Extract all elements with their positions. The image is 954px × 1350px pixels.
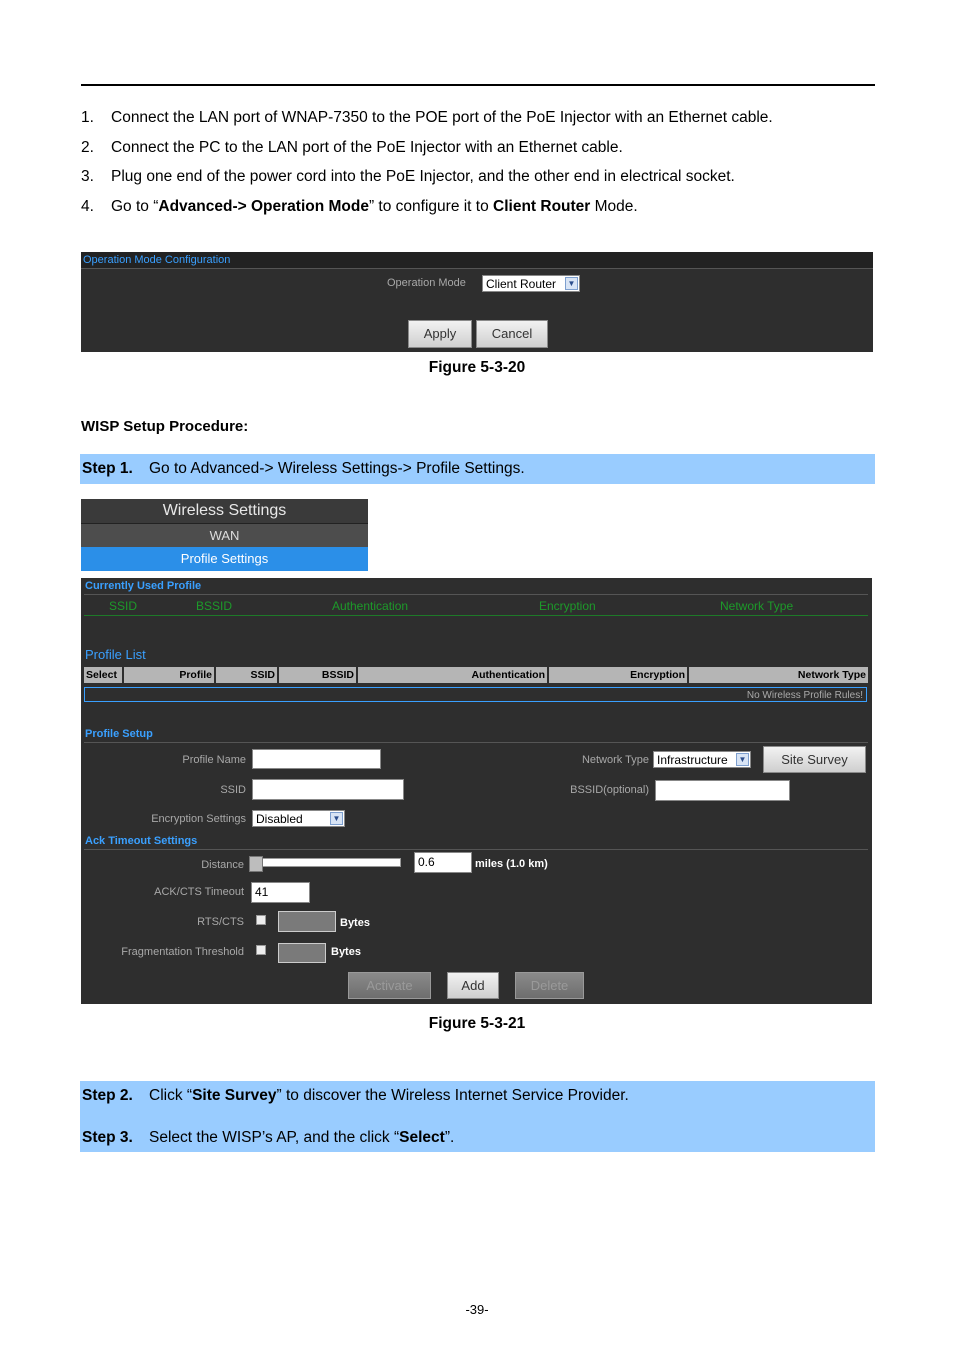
distance-slider-handle[interactable] (249, 856, 263, 872)
ssid-label: SSID (220, 784, 246, 796)
th-profile: Profile (124, 667, 216, 683)
profile-list-title: Profile List (85, 647, 146, 662)
profile-name-label: Profile Name (182, 754, 246, 766)
step-text: Select the WISP’s AP, and the click “Select”. (149, 1129, 455, 1146)
add-button[interactable]: Add (447, 972, 499, 999)
col-bssid: BSSID (196, 599, 233, 613)
list-item: 4. Go to “Advanced-> Operation Mode” to configure it to Client Router Mode. (81, 197, 638, 215)
col-authentication: Authentication (332, 599, 409, 613)
rts-cts-unit: Bytes (340, 917, 370, 929)
ack-cts-timeout-input[interactable]: 41 (251, 882, 310, 903)
panel-header (81, 252, 873, 269)
step-text: Click “Site Survey” to discover the Wireless Internet Service Provider. (149, 1087, 629, 1104)
divider (84, 594, 868, 595)
ack-cts-timeout-label: ACK/CTS Timeout (154, 886, 244, 898)
apply-button[interactable]: Apply (408, 320, 472, 348)
operation-mode-select[interactable]: Client Router ▼ (482, 275, 580, 292)
fragmentation-checkbox[interactable] (256, 945, 266, 955)
bssid-label: BSSID(optional) (570, 784, 649, 796)
ack-timeout-title: Ack Timeout Settings (85, 835, 198, 847)
list-item: 2. Connect the PC to the LAN port of the PoE Injector with an Ethernet cable. (81, 138, 623, 156)
operation-mode-panel (81, 252, 873, 352)
th-authentication: Authentication (358, 667, 549, 683)
rts-cts-checkbox[interactable] (256, 915, 266, 925)
step-bar (80, 454, 875, 484)
step-text: Go to Advanced-> Wireless Settings-> Profile Settings. (149, 460, 525, 477)
instruction-list (81, 107, 881, 225)
menu-title: Wireless Settings (81, 499, 368, 523)
rts-cts-label: RTS/CTS (197, 916, 244, 928)
col-network-type: Network Type (720, 599, 794, 613)
page-number: -39- (465, 1302, 489, 1317)
figure-caption: Figure 5-3-20 (428, 359, 526, 376)
menu-item-wan[interactable]: WAN (81, 523, 368, 547)
encryption-settings-label: Encryption Settings (151, 813, 246, 825)
profile-list-header (84, 667, 868, 683)
delete-button[interactable]: Delete (515, 972, 584, 999)
th-ssid: SSID (216, 667, 279, 683)
panel-title: Operation Mode Configuration (83, 254, 231, 266)
distance-slider[interactable] (249, 858, 401, 867)
profile-settings-panel (81, 578, 872, 1004)
list-item: 3. Plug one end of the power cord into the PoE Injector, and the other end in electrical socket. (81, 168, 735, 185)
activate-button[interactable]: Activate (348, 972, 431, 999)
distance-unit: miles (1.0 km) (475, 858, 548, 870)
bssid-input[interactable] (655, 780, 790, 801)
step-label: Step 1. (82, 460, 133, 477)
rts-cts-input[interactable] (278, 911, 336, 932)
col-ssid: SSID (109, 599, 138, 613)
site-survey-button[interactable]: Site Survey (763, 746, 866, 773)
th-select: Select (84, 667, 124, 683)
encryption-settings-select[interactable]: Disabled ▼ (252, 810, 345, 827)
menu-item-profile-settings[interactable]: Profile Settings (81, 547, 368, 571)
divider (84, 742, 868, 743)
distance-input[interactable]: 0.6 (414, 852, 472, 873)
list-item: 1. Connect the LAN port of WNAP-7350 to the POE port of the PoE Injector with an Ethernet cable. (81, 109, 773, 126)
distance-label: Distance (201, 859, 244, 871)
fragmentation-threshold-label: Fragmentation Threshold (121, 946, 244, 958)
network-type-select[interactable]: Infrastructure ▼ (653, 751, 751, 768)
no-profile-rules-message: No Wireless Profile Rules! (84, 687, 867, 702)
profile-setup-title: Profile Setup (85, 728, 153, 740)
chevron-down-icon: ▼ (736, 753, 749, 766)
section-heading: WISP Setup Procedure: (81, 418, 249, 435)
fragmentation-input[interactable] (278, 943, 326, 963)
ssid-input[interactable] (252, 779, 404, 800)
th-network-type: Network Type (797, 669, 866, 681)
chevron-down-icon: ▼ (330, 812, 343, 825)
step-label: Step 3. (82, 1129, 133, 1146)
th-encryption: Encryption (549, 667, 689, 683)
operation-mode-label: Operation Mode (387, 277, 466, 289)
wireless-settings-menu (81, 499, 368, 571)
divider (84, 849, 868, 850)
chevron-down-icon: ▼ (565, 277, 578, 290)
step-label: Step 2. (82, 1087, 133, 1104)
header-rule (81, 84, 875, 86)
figure-caption: Figure 5-3-21 (428, 1015, 526, 1032)
network-type-label: Network Type (581, 754, 649, 766)
fragmentation-unit: Bytes (331, 946, 361, 958)
cancel-button[interactable]: Cancel (476, 320, 548, 348)
col-encryption: Encryption (539, 599, 596, 613)
th-bssid: BSSID (279, 667, 358, 683)
step-bar (80, 1081, 875, 1152)
divider (84, 615, 868, 616)
profile-name-input[interactable] (252, 749, 381, 769)
current-profile-title: Currently Used Profile (85, 580, 202, 592)
